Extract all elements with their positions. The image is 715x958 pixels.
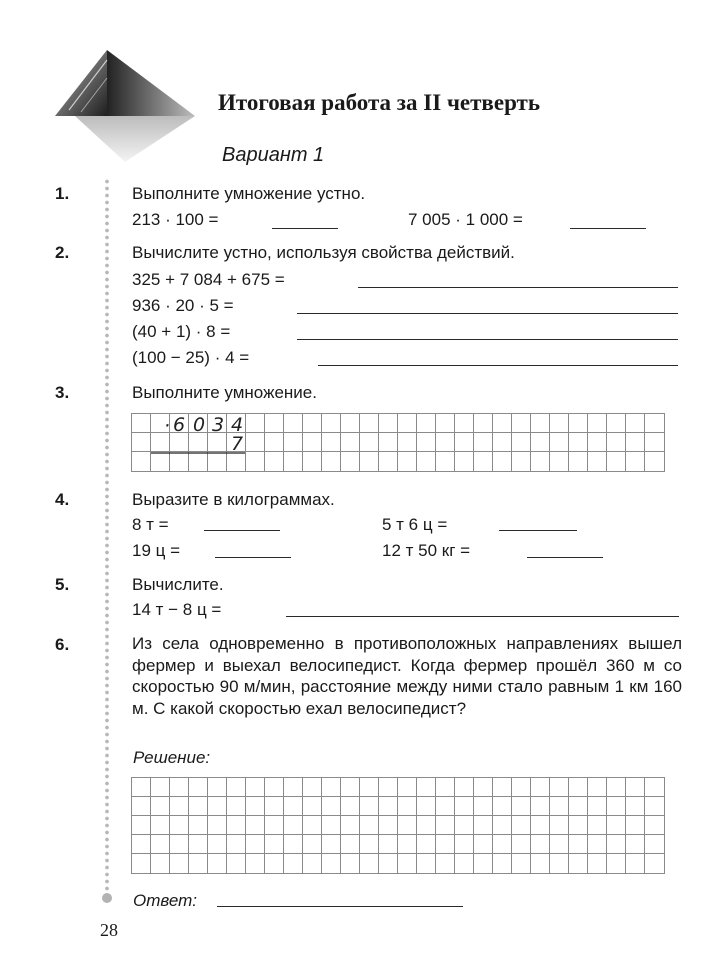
task-1-number: 1. bbox=[55, 184, 70, 203]
task-2-expression-3: (40 + 1) · 8 = bbox=[132, 322, 231, 341]
handwritten-digit: 0 bbox=[193, 414, 206, 436]
task-5-prompt: Вычислите. bbox=[132, 575, 224, 594]
task-2-prompt: Вычислите устно, используя свойства действий. bbox=[132, 243, 515, 262]
task-4-answer-line-3[interactable] bbox=[215, 557, 291, 558]
task-2-expression-2: 936 · 20 · 5 = bbox=[132, 296, 234, 315]
margin-end-dot bbox=[102, 893, 112, 903]
task-3-prompt: Выполните умножение. bbox=[132, 383, 317, 402]
page-title: Итоговая работа за II четверть bbox=[218, 90, 541, 115]
handwritten-multiplication-dot: · bbox=[164, 415, 171, 437]
task-1-prompt: Выполните умножение устно. bbox=[132, 184, 366, 203]
task-4-expression-4: 12 т 50 кг = bbox=[382, 541, 471, 560]
task-1-answer-line-2[interactable] bbox=[570, 228, 646, 229]
variant-label: Вариант 1 bbox=[222, 144, 325, 166]
page-number: 28 bbox=[100, 920, 118, 940]
handwritten-multiplier: 7 bbox=[231, 433, 244, 455]
task-4-answer-line-4[interactable] bbox=[527, 557, 603, 558]
task-6-problem-text: Из села одновременно в противоположных направлениях вышел фермер и выехал велосипедист. Когда фермер прошёл 360 м со скоростью 90 м/мин, расстояние между ними стало равным 1 км 160 м. С какой скоростью ехал велосипедист? bbox=[132, 634, 682, 718]
task-5-answer-line[interactable] bbox=[286, 616, 679, 617]
answer-label: Ответ: bbox=[133, 891, 198, 910]
corner-logo-icon bbox=[55, 50, 195, 162]
solution-label: Решение: bbox=[133, 748, 211, 767]
task-2-expression-4: (100 − 25) · 4 = bbox=[132, 348, 250, 367]
task-6-number: 6. bbox=[55, 635, 70, 654]
task-2-expression-1: 325 + 7 084 + 675 = bbox=[132, 270, 285, 289]
task-4-answer-line-2[interactable] bbox=[499, 530, 577, 531]
handwritten-digit: 4 bbox=[231, 414, 244, 436]
solution-grid[interactable] bbox=[131, 777, 665, 874]
task-2-number: 2. bbox=[55, 243, 70, 262]
task-1-answer-line-1[interactable] bbox=[272, 228, 338, 229]
answer-line[interactable] bbox=[217, 906, 463, 907]
task-1-expression-1: 213 · 100 = bbox=[132, 210, 219, 229]
task-4-prompt: Выразите в килограммах. bbox=[132, 490, 335, 509]
margin-dot-column bbox=[104, 178, 110, 892]
task-5-expression-1: 14 т − 8 ц = bbox=[132, 600, 222, 619]
task-2-answer-line-3[interactable] bbox=[297, 339, 678, 340]
task-1-expression-2: 7 005 · 1 000 = bbox=[408, 210, 523, 229]
task-2-answer-line-2[interactable] bbox=[297, 313, 678, 314]
task-4-number: 4. bbox=[55, 490, 70, 509]
task-4-answer-line-1[interactable] bbox=[204, 530, 280, 531]
task-4-expression-3: 19 ц = bbox=[132, 541, 181, 560]
handwritten-digit: 3 bbox=[212, 414, 225, 436]
task-3-number: 3. bbox=[55, 383, 70, 402]
task-5-number: 5. bbox=[55, 575, 70, 594]
task-2-answer-line-1[interactable] bbox=[358, 287, 678, 288]
task-4-expression-1: 8 т = bbox=[132, 515, 169, 534]
handwritten-digit: 6 bbox=[173, 414, 186, 436]
task-2-answer-line-4[interactable] bbox=[318, 365, 678, 366]
task-4-expression-2: 5 т 6 ц = bbox=[382, 515, 448, 534]
